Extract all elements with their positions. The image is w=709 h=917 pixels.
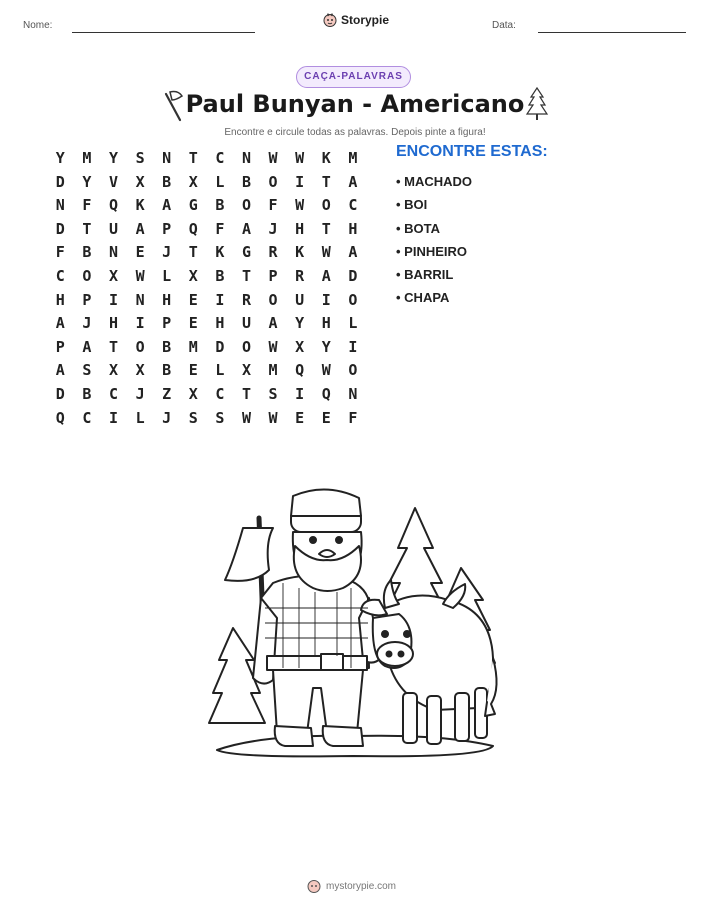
grid-letter[interactable]: Q <box>55 408 65 427</box>
grid-letter[interactable]: U <box>295 290 305 309</box>
grid-letter[interactable]: R <box>295 266 305 285</box>
grid-letter[interactable]: B <box>162 172 172 191</box>
grid-letter[interactable]: I <box>348 337 358 356</box>
grid-letter[interactable]: Y <box>55 149 65 167</box>
grid-letter[interactable]: O <box>268 172 278 191</box>
grid-letter[interactable]: J <box>268 219 278 238</box>
grid-letter[interactable]: X <box>188 384 198 403</box>
grid-letter[interactable]: H <box>55 290 65 309</box>
grid-letter[interactable]: W <box>321 243 331 262</box>
grid-letter[interactable]: L <box>162 266 172 285</box>
grid-letter[interactable]: I <box>295 384 305 403</box>
grid-letter[interactable]: A <box>321 266 331 285</box>
grid-letter[interactable]: O <box>268 290 278 309</box>
grid-letter[interactable]: N <box>55 196 65 215</box>
grid-letter[interactable]: Z <box>162 384 172 403</box>
grid-letter[interactable]: I <box>215 290 225 309</box>
grid-letter[interactable]: O <box>241 337 251 356</box>
grid-letter[interactable]: O <box>135 337 145 356</box>
grid-letter[interactable]: D <box>215 337 225 356</box>
grid-letter[interactable]: M <box>82 149 92 167</box>
grid-letter[interactable]: W <box>295 196 305 215</box>
grid-letter[interactable]: G <box>241 243 251 262</box>
grid-letter[interactable]: N <box>108 243 118 262</box>
grid-letter[interactable]: H <box>348 219 358 238</box>
grid-letter[interactable]: Y <box>295 314 305 333</box>
grid-letter[interactable]: L <box>215 172 225 191</box>
category-badge: CAÇA-PALAVRAS <box>296 66 411 88</box>
grid-letter[interactable]: I <box>135 314 145 333</box>
grid-letter[interactable]: W <box>241 408 251 427</box>
grid-letter[interactable]: A <box>348 243 358 262</box>
grid-letter[interactable]: N <box>135 290 145 309</box>
pine-tree-icon <box>524 86 550 122</box>
grid-letter[interactable]: A <box>162 196 172 215</box>
grid-letter[interactable]: E <box>188 314 198 333</box>
grid-letter[interactable]: A <box>135 219 145 238</box>
grid-letter[interactable]: Q <box>295 361 305 380</box>
grid-letter[interactable]: X <box>188 266 198 285</box>
grid-letter[interactable]: O <box>348 361 358 380</box>
grid-letter[interactable]: K <box>215 243 225 262</box>
grid-letter[interactable]: N <box>348 384 358 403</box>
grid-letter[interactable]: I <box>295 172 305 191</box>
grid-letter[interactable]: H <box>108 314 118 333</box>
grid-letter[interactable]: J <box>135 384 145 403</box>
word-item: • BOTA <box>396 220 441 236</box>
grid-letter[interactable]: E <box>321 408 331 427</box>
grid-letter[interactable]: L <box>348 314 358 333</box>
grid-letter[interactable]: I <box>108 408 118 427</box>
grid-letter[interactable]: M <box>348 149 358 167</box>
word-item: • CHAPA <box>396 290 450 306</box>
grid-letter[interactable]: S <box>215 408 225 427</box>
grid-letter[interactable]: W <box>268 337 278 356</box>
grid-letter[interactable]: R <box>241 290 251 309</box>
grid-letter[interactable]: X <box>295 337 305 356</box>
grid-letter[interactable]: A <box>268 314 278 333</box>
grid-letter[interactable]: F <box>215 219 225 238</box>
grid-letter[interactable]: E <box>135 243 145 262</box>
grid-letter[interactable]: C <box>82 408 92 427</box>
grid-letter[interactable]: P <box>82 290 92 309</box>
grid-letter[interactable]: A <box>55 361 65 380</box>
grid-letter[interactable]: B <box>215 196 225 215</box>
grid-letter[interactable]: O <box>321 196 331 215</box>
grid-letter[interactable]: Y <box>82 172 92 191</box>
instructions: Encontre e circule todas as palavras. Depois pinte a figura! <box>224 127 486 138</box>
grid-letter[interactable]: P <box>162 219 172 238</box>
grid-letter[interactable]: L <box>135 408 145 427</box>
grid-letter[interactable]: P <box>268 266 278 285</box>
grid-letter[interactable]: R <box>268 243 278 262</box>
word-item: • MACHADO <box>396 174 473 189</box>
storypie-logo-icon <box>307 879 321 893</box>
grid-letter[interactable]: X <box>241 361 251 380</box>
grid-letter[interactable]: C <box>108 384 118 403</box>
grid-letter[interactable]: J <box>162 243 172 262</box>
grid-letter[interactable]: W <box>321 361 331 380</box>
grid-letter[interactable]: X <box>108 361 118 380</box>
grid-letter[interactable]: J <box>82 314 92 333</box>
grid-letter[interactable]: U <box>241 314 251 333</box>
grid-letter[interactable]: W <box>268 149 278 167</box>
brand <box>323 13 389 27</box>
name-line[interactable] <box>72 32 255 33</box>
grid-letter[interactable]: H <box>295 219 305 238</box>
grid-letter[interactable]: X <box>135 361 145 380</box>
grid-letter[interactable]: E <box>188 290 198 309</box>
grid-letter[interactable]: X <box>135 172 145 191</box>
grid-letter[interactable]: F <box>55 243 65 262</box>
grid-letter[interactable]: O <box>348 290 358 309</box>
word-list <box>396 170 472 310</box>
grid-letter[interactable]: A <box>82 337 92 356</box>
grid-letter[interactable]: B <box>82 243 92 262</box>
grid-letter[interactable]: H <box>321 314 331 333</box>
grid-letter[interactable]: D <box>55 384 65 403</box>
date-label: Data: <box>492 20 516 31</box>
grid-letter[interactable]: C <box>215 384 225 403</box>
grid-letter[interactable]: C <box>55 266 65 285</box>
grid-letter[interactable]: Y <box>108 149 118 167</box>
grid-letter[interactable]: S <box>82 361 92 380</box>
date-line[interactable] <box>538 32 686 33</box>
grid-letter[interactable]: J <box>162 408 172 427</box>
grid-letter[interactable]: B <box>162 361 172 380</box>
grid-letter[interactable]: W <box>135 266 145 285</box>
grid-letter[interactable]: S <box>135 149 145 167</box>
name-label: Nome: <box>23 20 53 31</box>
page-title: Paul Bunyan - Americano <box>185 90 525 118</box>
grid-letter[interactable]: S <box>268 384 278 403</box>
grid-letter[interactable]: E <box>188 361 198 380</box>
word-item: • BOI <box>396 197 428 213</box>
grid-letter[interactable]: D <box>348 266 358 285</box>
grid-letter[interactable]: P <box>162 314 172 333</box>
grid-letter[interactable]: Q <box>188 219 198 238</box>
grid-letter[interactable]: H <box>215 314 225 333</box>
grid-letter[interactable]: T <box>321 219 331 238</box>
brand-name: Storypie <box>341 13 390 27</box>
grid-letter[interactable]: L <box>215 361 225 380</box>
footer-url[interactable]: mystorypie.com <box>326 880 397 892</box>
grid-letter[interactable]: K <box>295 243 305 262</box>
word-item: • PINHEIRO <box>396 243 468 259</box>
grid-letter[interactable]: B <box>215 266 225 285</box>
grid-letter[interactable]: H <box>162 290 172 309</box>
word-list-title: ENCONTRE ESTAS: <box>396 143 548 160</box>
grid-letter[interactable]: X <box>108 266 118 285</box>
grid-letter[interactable]: T <box>108 337 118 356</box>
grid-letter[interactable]: U <box>108 219 118 238</box>
grid-letter[interactable]: Q <box>108 196 118 215</box>
grid-letter[interactable]: M <box>268 361 278 380</box>
grid-letter[interactable]: T <box>82 219 92 238</box>
grid-letter[interactable]: F <box>268 196 278 215</box>
word-search-grid[interactable] <box>47 147 366 430</box>
grid-letter[interactable]: W <box>268 408 278 427</box>
grid-letter[interactable]: A <box>55 314 65 333</box>
grid-letter[interactable]: O <box>241 196 251 215</box>
grid-letter[interactable]: B <box>162 337 172 356</box>
grid-letter[interactable]: I <box>108 290 118 309</box>
grid-letter[interactable]: G <box>188 196 198 215</box>
grid-letter[interactable]: A <box>348 172 358 191</box>
grid-letter[interactable]: Y <box>321 337 331 356</box>
grid-letter[interactable]: C <box>348 196 358 215</box>
grid-letter[interactable]: K <box>321 149 331 167</box>
grid-letter[interactable]: E <box>295 408 305 427</box>
grid-letter[interactable]: T <box>188 149 198 167</box>
grid-letter[interactable]: S <box>188 408 198 427</box>
grid-letter[interactable]: T <box>241 266 251 285</box>
grid-letter[interactable]: F <box>348 408 358 427</box>
grid-letter[interactable]: B <box>241 172 251 191</box>
grid-letter[interactable]: T <box>241 384 251 403</box>
lumberjack-with-ox-coloring-illustration <box>203 488 506 770</box>
grid-letter[interactable]: T <box>188 243 198 262</box>
storypie-logo-icon <box>323 13 337 27</box>
grid-letter[interactable]: D <box>55 219 65 238</box>
grid-letter[interactable]: W <box>295 149 305 167</box>
grid-letter[interactable]: B <box>82 384 92 403</box>
grid-letter[interactable]: K <box>135 196 145 215</box>
grid-letter[interactable]: N <box>241 149 251 167</box>
grid-letter[interactable]: C <box>215 149 225 167</box>
grid-letter[interactable]: X <box>188 172 198 191</box>
grid-letter[interactable]: N <box>162 149 172 167</box>
grid-letter[interactable]: P <box>55 337 65 356</box>
word-item: • BARRIL <box>396 267 454 283</box>
footer <box>307 879 396 893</box>
grid-letter[interactable]: A <box>241 219 251 238</box>
grid-letter[interactable]: I <box>321 290 331 309</box>
grid-letter[interactable]: V <box>108 172 118 191</box>
grid-letter[interactable]: T <box>321 172 331 191</box>
grid-letter[interactable]: M <box>188 337 198 356</box>
grid-letter[interactable]: O <box>82 266 92 285</box>
grid-letter[interactable]: D <box>55 172 65 191</box>
grid-letter[interactable]: F <box>82 196 92 215</box>
grid-letter[interactable]: Q <box>321 384 331 403</box>
